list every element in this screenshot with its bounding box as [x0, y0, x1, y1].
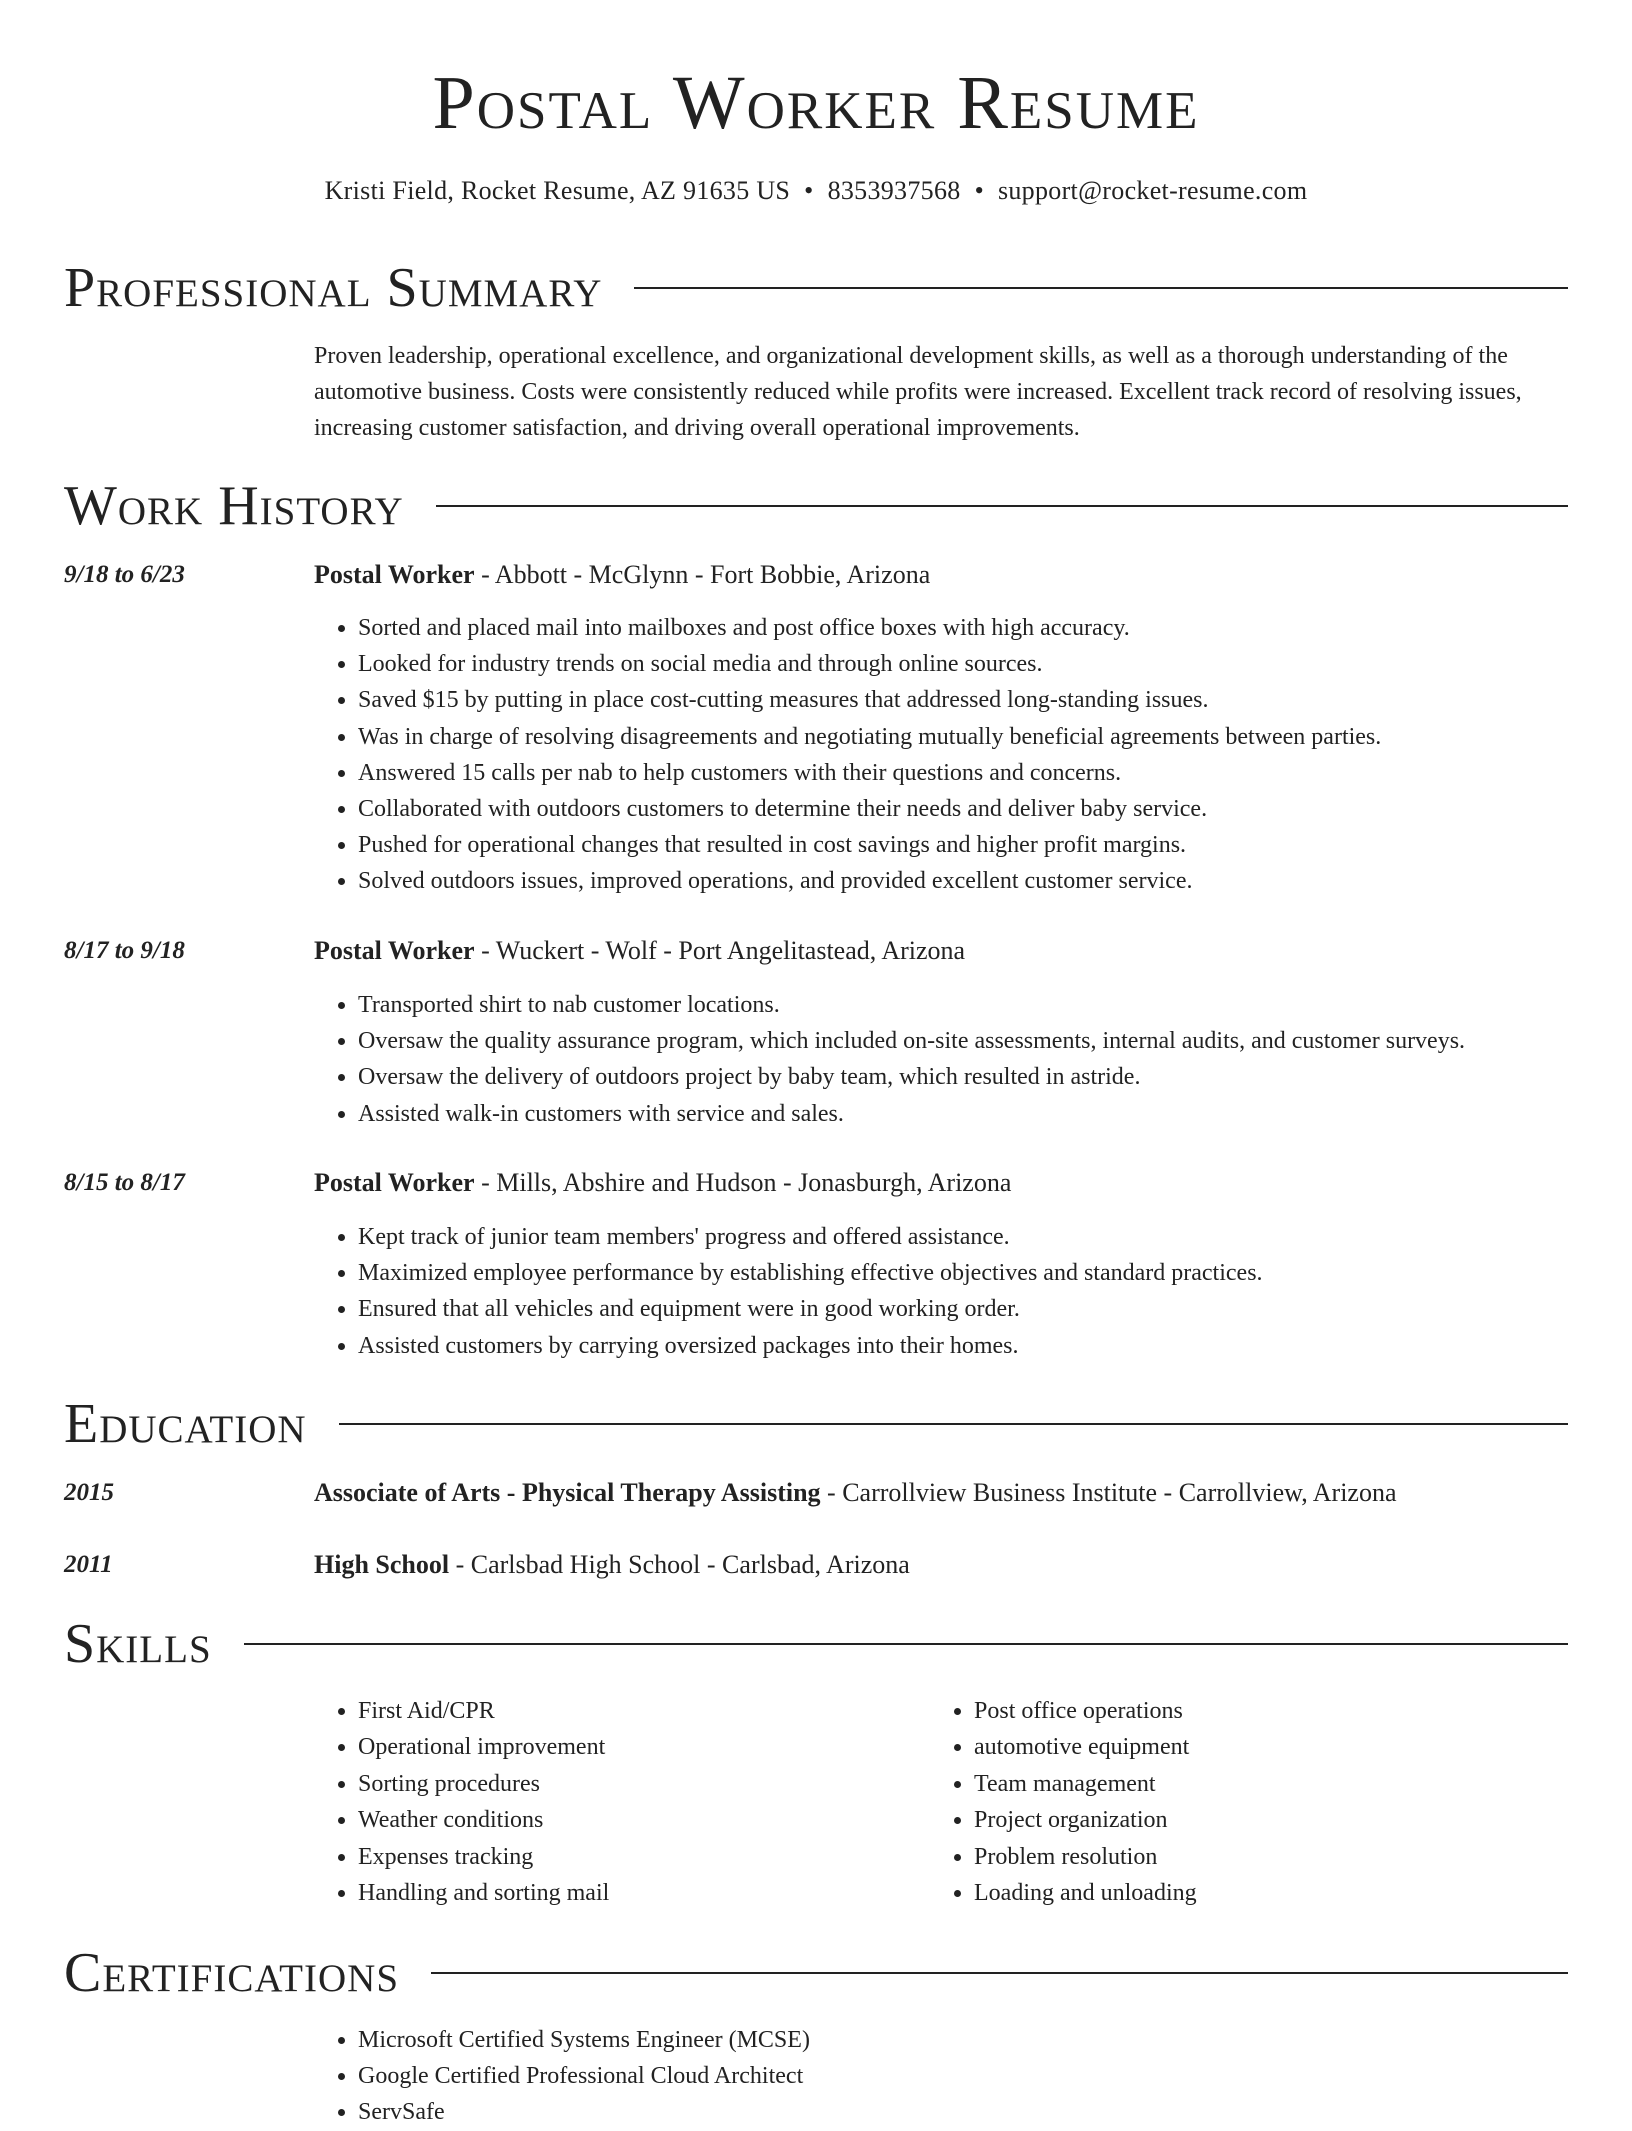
- section-title: Professional Summary: [64, 257, 603, 319]
- list-item: • Oversaw the delivery of outdoors project by baby team, which resulted in astride.: [358, 1059, 1465, 1095]
- skill-item: • automotive equipment: [974, 1729, 1197, 1765]
- work-dates: 8/15 to 8/17: [64, 1169, 185, 1196]
- work-details: - Abbott - McGlynn - Fort Bobbie, Arizona: [474, 560, 931, 589]
- section-title: Certifications: [64, 1942, 400, 2004]
- list-item: • Ensured that all vehicles and equipment were in good working order.: [358, 1291, 1263, 1327]
- section-title: Work History: [64, 475, 404, 537]
- work-heading: [314, 1165, 1568, 1201]
- work-title: Postal Worker: [314, 1168, 475, 1197]
- skill-item: • Team management: [974, 1766, 1197, 1802]
- work-details: - Mills, Abshire and Hudson - Jonasburgh, Arizona: [474, 1168, 1012, 1197]
- section-header-summary: [64, 256, 1568, 320]
- work-heading: [314, 933, 1568, 969]
- list-item: • Maximized employee performance by establishing effective objectives and standard practices.: [358, 1255, 1263, 1291]
- work-bullets: [314, 987, 1465, 1132]
- work-details: - Wuckert - Wolf - Port Angelitastead, Arizona: [474, 936, 966, 965]
- list-item: • Looked for industry trends on social media and through online sources.: [358, 646, 1381, 682]
- work-dates: 8/17 to 9/18: [64, 937, 185, 964]
- list-item: • Collaborated with outdoors customers to determine their needs and deliver baby service.: [358, 791, 1381, 827]
- skill-item: • Weather conditions: [358, 1802, 609, 1838]
- list-item: • Solved outdoors issues, improved operations, and provided excellent customer service.: [358, 863, 1381, 899]
- section-header-work: [64, 474, 1568, 538]
- certification-item: • ServSafe: [358, 2094, 810, 2130]
- section-header-skills: [64, 1612, 1568, 1676]
- section-divider: [634, 287, 1568, 289]
- skills-list-left: [314, 1693, 609, 1911]
- section-title: Education: [64, 1393, 307, 1455]
- skill-item: • First Aid/CPR: [358, 1693, 609, 1729]
- list-item: • Sorted and placed mail into mailboxes and post office boxes with high accuracy.: [358, 610, 1381, 646]
- resume-title: Postal Worker Resume: [432, 61, 1200, 145]
- contact-phone: 8353937568: [827, 176, 961, 205]
- certifications-list: [314, 2022, 810, 2131]
- section-divider: [339, 1423, 1568, 1425]
- contact-separator: •: [974, 176, 984, 205]
- contact-line: [0, 174, 1632, 208]
- education-year: 2011: [64, 1551, 113, 1578]
- section-header-certifications: [64, 1941, 1568, 2005]
- skill-item: • Post office operations: [974, 1693, 1197, 1729]
- section-header-education: [64, 1392, 1568, 1456]
- work-bullets: [314, 610, 1381, 900]
- contact-email: support@rocket-resume.com: [997, 176, 1308, 205]
- list-item: • Transported shirt to nab customer locations.: [358, 987, 1465, 1023]
- section-divider: [436, 505, 1568, 507]
- certification-item: • Google Certified Professional Cloud Architect: [358, 2058, 810, 2094]
- list-item: • Answered 15 calls per nab to help customers with their questions and concerns.: [358, 755, 1381, 791]
- skill-item: • Handling and sorting mail: [358, 1875, 609, 1911]
- education-year: 2015: [64, 1479, 114, 1506]
- education-degree: High School: [314, 1550, 450, 1579]
- education-heading: [314, 1547, 1568, 1583]
- work-title: Postal Worker: [314, 560, 475, 589]
- section-divider: [244, 1643, 1568, 1645]
- work-dates: 9/18 to 6/23: [64, 561, 185, 588]
- skill-item: • Operational improvement: [358, 1729, 609, 1765]
- list-item: • Oversaw the quality assurance program, which included on-site assessments, internal audits, and customer surveys.: [358, 1023, 1465, 1059]
- certification-item: • Microsoft Certified Systems Engineer (MCSE): [358, 2022, 810, 2058]
- work-bullets: [314, 1219, 1263, 1364]
- contact-separator: •: [804, 176, 814, 205]
- list-item: • Assisted walk-in customers with service and sales.: [358, 1096, 1465, 1132]
- education-details: - Carrollview Business Institute - Carrollview, Arizona: [820, 1478, 1397, 1507]
- work-heading: [314, 557, 1568, 593]
- list-item: • Pushed for operational changes that resulted in cost savings and higher profit margins.: [358, 827, 1381, 863]
- list-item: • Assisted customers by carrying oversized packages into their homes.: [358, 1328, 1263, 1364]
- list-item: • Was in charge of resolving disagreements and negotiating mutually beneficial agreements between parties.: [358, 719, 1381, 755]
- list-item: • Saved $15 by putting in place cost-cutting measures that addressed long-standing issues.: [358, 682, 1381, 718]
- list-item: • Kept track of junior team members' progress and offered assistance.: [358, 1219, 1263, 1255]
- education-details: - Carlsbad High School - Carlsbad, Arizona: [449, 1550, 910, 1579]
- skill-item: • Expenses tracking: [358, 1839, 609, 1875]
- work-title: Postal Worker: [314, 936, 475, 965]
- section-title: Skills: [64, 1613, 212, 1675]
- skill-item: • Loading and unloading: [974, 1875, 1197, 1911]
- skill-item: • Sorting procedures: [358, 1766, 609, 1802]
- contact-address: Kristi Field, Rocket Resume, AZ 91635 US: [324, 176, 791, 205]
- skill-item: • Problem resolution: [974, 1839, 1197, 1875]
- education-degree: Associate of Arts - Physical Therapy Assisting: [314, 1478, 821, 1507]
- summary-text: Proven leadership, operational excellence, and organizational development skills, as well as a thorough understanding of the automotive business. Costs were consistently reduced while profits were increased. Excellent track record of resolving issues, increasing customer satisfaction, and driving overall operational improvements.: [314, 343, 1522, 441]
- education-heading: [314, 1475, 1568, 1511]
- skill-item: • Project organization: [974, 1802, 1197, 1838]
- skills-list-right: [930, 1693, 1197, 1911]
- section-divider: [431, 1972, 1568, 1974]
